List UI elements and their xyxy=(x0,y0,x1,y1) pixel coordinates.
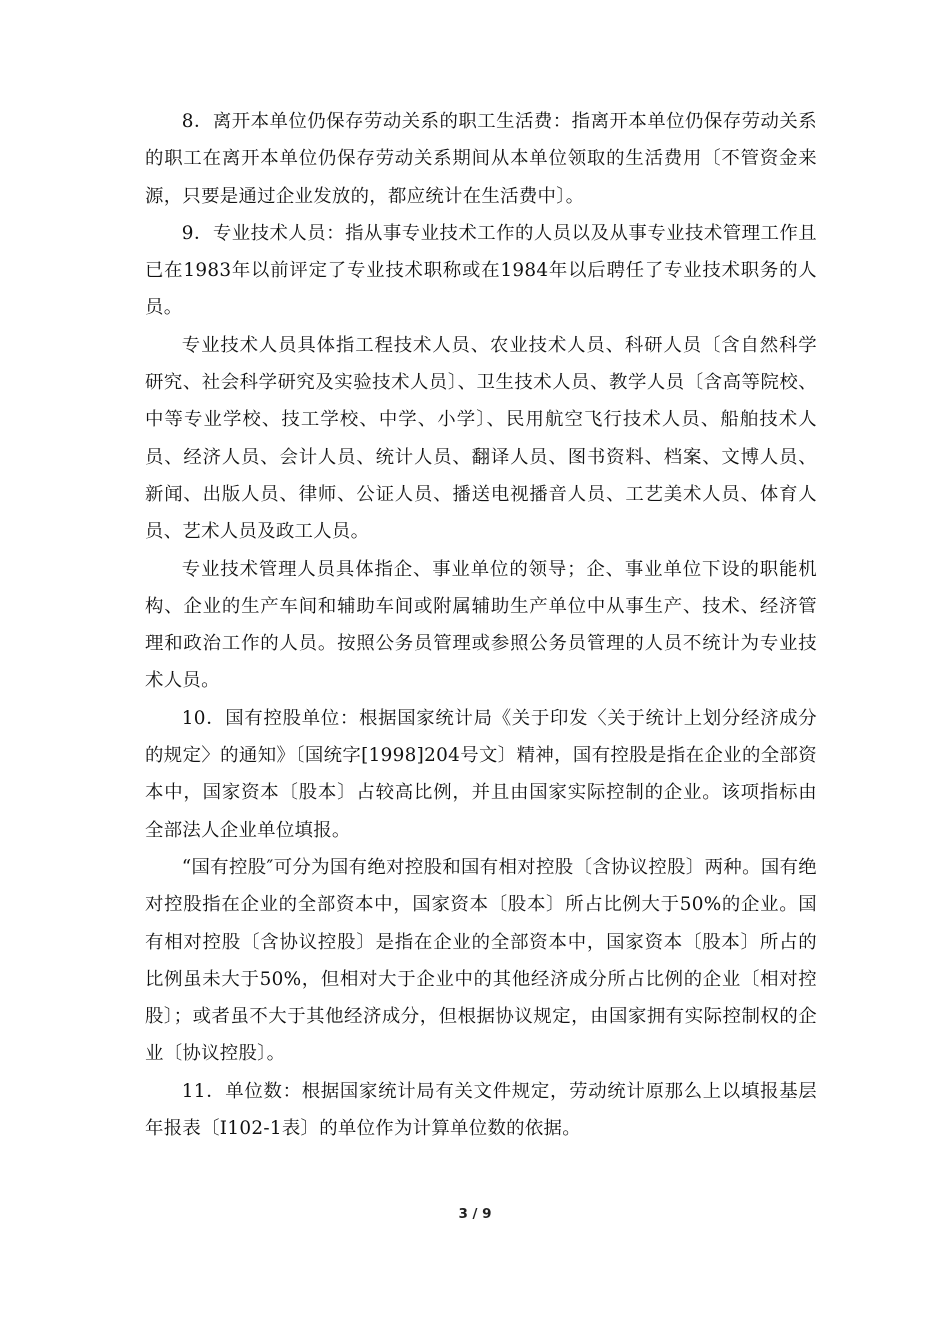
paragraph-state-holding-types: “国有控股″可分为国有绝对控股和国有相对控股〔含协议控股〕两种。国有绝对控股指在企业的全部资本中，国家资本〔股本〕所占比例大于50%的企业。国有相对控股〔含协议控股〕是指在企业的全部资本中，国家资本〔股本〕所占的比例虽未大于50%，但相对大于企业中的其他经济成分所占比例的企业〔相对控股〕；或者虽不大于其他经济成分，但根据协议规定，由国家拥有实际控制权的企业〔协议控股〕。 xyxy=(145,856,817,1065)
paragraph-item-11-unit-count: 11．单位数：根据国家统计局有关文件规定，劳动统计原那么上以填报基层年报表〔I102-1表〕的单位作为计算单位数的依据。 xyxy=(145,1080,817,1140)
paragraph-technical-staff-categories: 专业技术人员具体指工程技术人员、农业技术人员、科研人员〔含自然科学研究、社会科学研究及实验技术人员〕、卫生技术人员、教学人员〔含高等院校、中等专业学校、技工学校、中学、小学〕、民用航空飞行技术人员、船舶技术人员、经济人员、会计人员、统计人员、翻译人员、图书资料、档案、文博人员、新闻、出版人员、律师、公证人员、播送电视播音人员、工艺美术人员、体育人员、艺术人员及政工人员。 xyxy=(145,334,817,543)
paragraph-item-9-professional-technical-staff: 9．专业技术人员：指从事专业技术工作的人员以及从事专业技术管理工作且已在1983年以前评定了专业技术职称或在1984年以后聘任了专业技术职务的人员。 xyxy=(145,222,817,319)
document-body xyxy=(145,103,817,1147)
paragraph-technical-management-staff: 专业技术管理人员具体指企、事业单位的领导；企、事业单位下设的职能机构、企业的生产车间和辅助车间或附属辅助生产单位中从事生产、技术、经济管理和政治工作的人员。按照公务员管理或参照公务员管理的人员不统计为专业技术人员。 xyxy=(145,558,817,692)
page-number: 3 / 9 xyxy=(458,1206,492,1222)
paragraph-item-8-living-allowance: 8．离开本单位仍保存劳动关系的职工生活费：指离开本单位仍保存劳动关系的职工在离开本单位仍保存劳动关系期间从本单位领取的生活费用〔不管资金来源，只要是通过企业发放的，都应统计在生活费中〕。 xyxy=(145,111,817,207)
paragraph-item-10-state-holding-units: 10．国有控股单位：根据国家统计局《关于印发〈关于统计上划分经济成分的规定〉的通知》〔国统字[1998]204号文〕精神，国有控股是指在企业的全部资本中，国家资本〔股本〕占较高比例，并且由国家实际控制的企业。该项指标由全部法人企业单位填报。 xyxy=(145,707,817,841)
